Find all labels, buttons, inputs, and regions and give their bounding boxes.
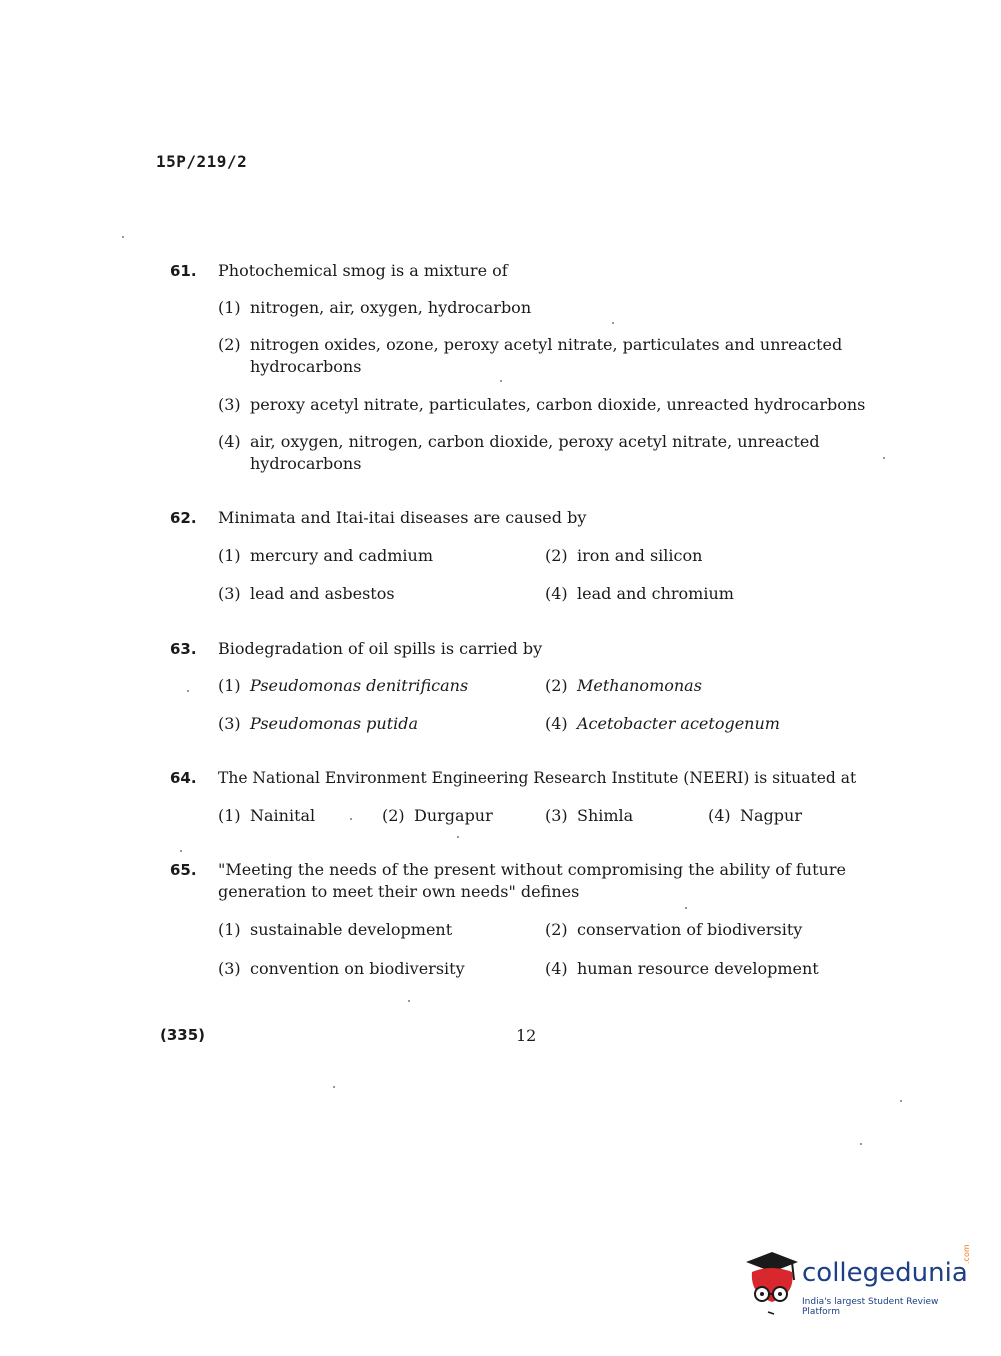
option[interactable] (545, 958, 819, 980)
option[interactable] (218, 958, 465, 980)
option[interactable] (218, 919, 452, 941)
question-text: The National Environment Engineering Research Institute (NEERI) is situated at (218, 769, 857, 787)
question-number: 65. (170, 861, 197, 879)
option-number: (3) (218, 395, 241, 414)
option-text: Durgapur (414, 806, 493, 825)
question-text: Minimata and Itai-itai diseases are caused by (218, 508, 587, 527)
option-text: Pseudomonas denitrificans (250, 676, 469, 695)
question-text: Photochemical smog is a mixture of (218, 261, 508, 280)
option-text: Nagpur (740, 806, 802, 825)
option-number: (4) (545, 959, 568, 978)
option-number: (3) (545, 806, 568, 825)
option-text: Acetobacter acetogenum (577, 714, 780, 733)
question-number: 62. (170, 509, 197, 527)
option-number: (4) (218, 432, 241, 451)
option[interactable] (218, 334, 898, 378)
option[interactable] (218, 297, 898, 319)
option-text: lead and chromium (577, 584, 734, 603)
question-number: 63. (170, 640, 197, 658)
option[interactable] (218, 805, 315, 827)
option-text: iron and silicon (577, 546, 703, 565)
option-number: (2) (382, 806, 405, 825)
option-number: (2) (545, 676, 568, 695)
scan-speck (685, 907, 687, 909)
question-number: 64. (170, 769, 197, 787)
option-number: (2) (545, 546, 568, 565)
option-text: Methanomonas (577, 676, 702, 695)
footer-code: (335) (160, 1026, 206, 1044)
option[interactable] (545, 583, 734, 605)
scan-speck (180, 850, 182, 852)
scan-speck (883, 457, 885, 459)
scan-speck (333, 1086, 335, 1088)
scan-speck (612, 322, 614, 324)
mascot-icon (742, 1250, 802, 1320)
option[interactable] (382, 805, 493, 827)
scan-speck (350, 818, 352, 820)
option-text: mercury and cadmium (250, 546, 434, 565)
question-62 (170, 507, 900, 529)
option[interactable] (218, 713, 418, 735)
option-text: Shimla (577, 806, 634, 825)
question-61 (170, 260, 900, 282)
scan-speck (860, 1143, 862, 1145)
page-number: 12 (516, 1026, 537, 1045)
question-65 (170, 859, 900, 903)
option-text: Pseudomonas putida (250, 714, 419, 733)
option-text: nitrogen oxides, ozone, peroxy acetyl nitrate, particulates and unreacted hydrocarbons (250, 335, 843, 376)
option-text: sustainable development (250, 920, 453, 939)
collegedunia-logo[interactable] (742, 1244, 972, 1320)
option-number: (4) (545, 584, 568, 603)
option-text: lead and asbestos (250, 584, 395, 603)
option-text: Nainital (250, 806, 316, 825)
option[interactable] (545, 805, 633, 827)
option-number: (3) (218, 714, 241, 733)
scan-speck (187, 690, 189, 692)
question-text: Biodegradation of oil spills is carried by (218, 639, 543, 658)
option-number: (1) (218, 806, 241, 825)
option-number: (4) (708, 806, 731, 825)
question-63 (170, 638, 900, 660)
option-text: nitrogen, air, oxygen, hydrocarbon (250, 298, 532, 317)
option-number: (1) (218, 920, 241, 939)
option-text: peroxy acetyl nitrate, particulates, carbon dioxide, unreacted hydrocarbons (250, 395, 866, 414)
option-text: conservation of biodiversity (577, 920, 803, 939)
scan-speck (122, 236, 124, 238)
question-text: "Meeting the needs of the present without compromising the ability of future generation to meet their own needs" defines (218, 860, 846, 901)
option-number: (1) (218, 546, 241, 565)
scan-speck (500, 380, 502, 382)
option[interactable] (708, 805, 802, 827)
question-64 (170, 767, 910, 789)
option[interactable] (218, 545, 433, 567)
option-number: (1) (218, 676, 241, 695)
logo-tagline: India's largest Student Review Platform (802, 1297, 939, 1317)
option[interactable] (545, 675, 702, 697)
logo-wordmark: collegedunia (802, 1258, 968, 1288)
option[interactable] (218, 394, 898, 416)
option-number: (3) (218, 959, 241, 978)
option[interactable] (218, 583, 395, 605)
option-number: (1) (218, 298, 241, 317)
option-number: (3) (218, 584, 241, 603)
option-number: (2) (545, 920, 568, 939)
logo-com: .com (962, 1244, 971, 1264)
option[interactable] (218, 675, 468, 697)
option[interactable] (545, 713, 780, 735)
option-text: air, oxygen, nitrogen, carbon dioxide, peroxy acetyl nitrate, unreacted hydrocarbons (250, 432, 820, 473)
option-number: (2) (218, 335, 241, 354)
option[interactable] (545, 919, 802, 941)
option[interactable] (545, 545, 702, 567)
paper-code: 15P/219/2 (156, 152, 248, 171)
question-number: 61. (170, 262, 197, 280)
option-text: convention on biodiversity (250, 959, 465, 978)
scan-speck (408, 1000, 410, 1002)
option[interactable] (218, 431, 898, 475)
option-number: (4) (545, 714, 568, 733)
option-text: human resource development (577, 959, 819, 978)
scan-speck (457, 836, 459, 838)
scan-speck (900, 1100, 902, 1102)
